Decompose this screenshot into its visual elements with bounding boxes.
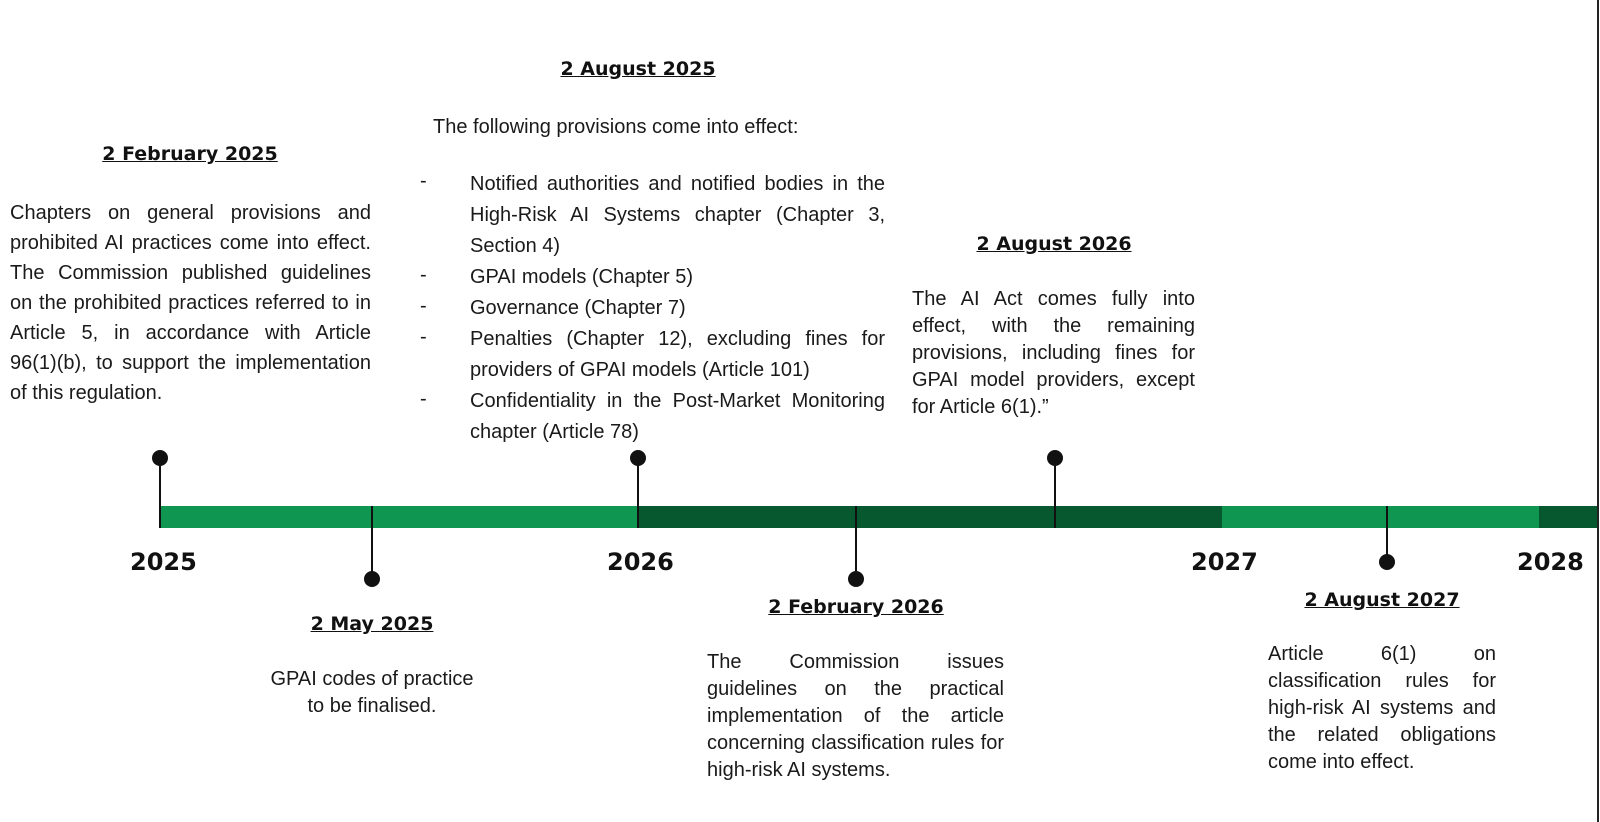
year-label-2025: 2025: [130, 548, 197, 576]
marker-aug-2025-stem: [637, 458, 639, 528]
marker-may-2025-dot: [364, 571, 380, 587]
milestone-aug-2026-date: 2 August 2026: [976, 233, 1132, 255]
milestone-aug-2026-text: The AI Act comes fully into effect, with the remaining provisions, including fines for GPAI model providers, except for Article 6(1).”: [912, 288, 1195, 418]
milestone-feb-2025-date: 2 February 2025: [102, 143, 278, 165]
timeline-segment-2028: [1539, 506, 1597, 528]
marker-feb-2026-dot: [848, 571, 864, 587]
timeline-segment-2025: [160, 506, 638, 528]
bullet-marker: -: [420, 388, 427, 410]
milestone-aug-2027-date: 2 August 2027: [1304, 589, 1460, 611]
marker-feb-2026-stem: [855, 506, 857, 578]
provision-item-1: Notified authorities and notified bodies in the High-Risk AI Systems chapter (Chapter 3, Section 4): [470, 173, 885, 257]
milestone-aug-2025-date: 2 August 2025: [560, 58, 716, 80]
bullet-marker: -: [420, 295, 427, 317]
year-label-2028: 2028: [1517, 548, 1584, 576]
milestone-may-2025-text-line2: to be finalised.: [307, 695, 437, 717]
milestone-feb-2026-date: 2 February 2026: [768, 596, 944, 618]
bullet-marker: -: [420, 170, 427, 192]
year-label-2027: 2027: [1191, 548, 1258, 576]
marker-aug-2026-stem: [1054, 458, 1056, 528]
milestone-may-2025-date: 2 May 2025: [310, 613, 434, 635]
marker-may-2025-stem: [371, 506, 373, 578]
milestone-may-2025-text-line1: GPAI codes of practice: [270, 668, 474, 690]
milestone-feb-2026-text: The Commission issues guidelines on the practical implementation of the article concerning classification rules for high-risk AI systems.: [707, 651, 1004, 781]
provision-item-3: Governance (Chapter 7): [470, 297, 686, 319]
provision-item-4: Penalties (Chapter 12), excluding fines for providers of GPAI models (Article 101): [470, 328, 885, 381]
marker-aug-2027-stem: [1386, 506, 1388, 556]
year-label-2026: 2026: [607, 548, 674, 576]
milestone-aug-2025-intro: The following provisions come into effect:: [433, 116, 799, 138]
milestone-feb-2025-text: Chapters on general provisions and prohibited AI practices come into effect. The Commission published guidelines on the prohibited practices referred to in Article 5, in accordance with Article 96(1)(b), to support the implementation of this regulation.: [10, 202, 371, 404]
marker-feb-2025-stem: [159, 458, 161, 528]
timeline-segment-2026: [638, 506, 1222, 528]
marker-aug-2027-dot: [1379, 554, 1395, 570]
provision-item-2: GPAI models (Chapter 5): [470, 266, 694, 288]
bullet-marker: -: [420, 326, 427, 348]
right-border-line: [1597, 0, 1599, 822]
bullet-marker: -: [420, 264, 427, 286]
milestone-aug-2027-text: Article 6(1) on classification rules for high-risk AI systems and the related obligations come into effect.: [1268, 643, 1496, 773]
provision-item-5: Confidentiality in the Post-Market Monitoring chapter (Article 78): [470, 390, 885, 443]
timeline-segment-2027: [1222, 506, 1539, 528]
